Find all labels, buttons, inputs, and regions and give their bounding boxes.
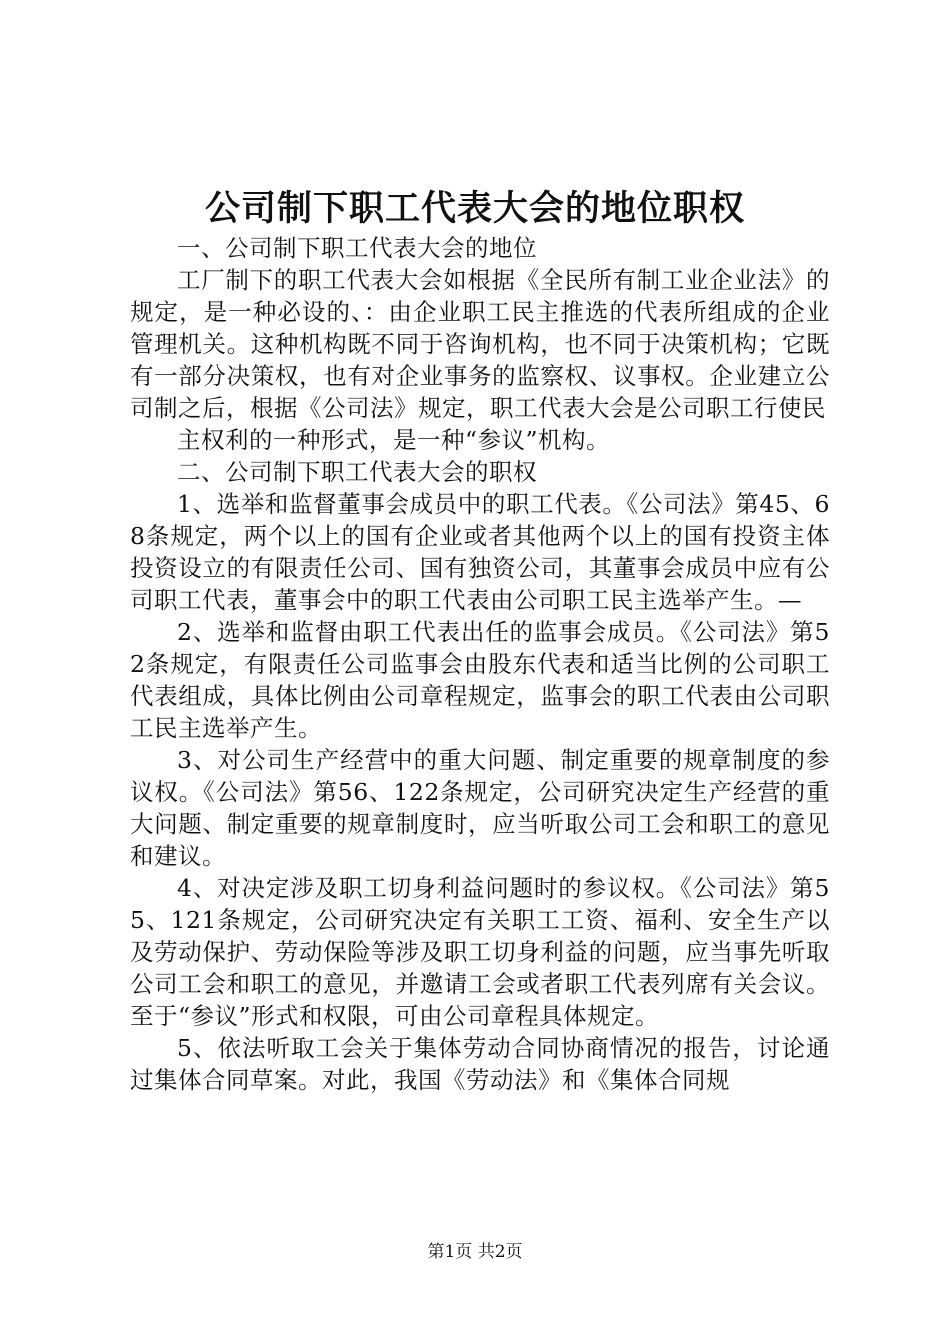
page-number: 第1页 共2页	[427, 1242, 523, 1262]
section-heading-powers: 二、公司制下职工代表大会的职权	[177, 458, 537, 486]
paragraph: 2、选举和监督由职工代表出任的监事会成员。《公司法》第52条规定，有限责任公司监事会由股东代表和适当比例的公司职工代表组成，具体比例由公司章程规定，监事会的职工代表由公司职工民主选举产生。	[130, 618, 830, 742]
paragraph: 主权利的一种形式，是一种“参议”机构。	[177, 426, 611, 454]
paragraph: 5、依法听取工会关于集体劳动合同协商情况的报告，讨论通过集体合同草案。对此，我国《劳动法》和《集体合同规	[130, 1034, 830, 1094]
document-body	[130, 232, 830, 1096]
paragraph: 1、选举和监督董事会成员中的职工代表。《公司法》第45、68条规定，两个以上的国有企业或者其他两个以上的国有投资主体投资设立的有限责任公司、国有独资公司，其董事会成员中应有公司职工代表，董事会中的职工代表由公司职工民主选举产生。—	[130, 490, 830, 614]
paragraph: 4、对决定涉及职工切身利益问题时的参议权。《公司法》第55、121条规定，公司研究决定有关职工工资、福利、安全生产以及劳动保护、劳动保险等涉及职工切身利益的问题，应当事先听取公司工会和职工的意见，并邀请工会或者职工代表列席有关会议。至于“参议”形式和权限，可由公司章程具体规定。	[130, 874, 830, 1030]
document-title: 公司制下职工代表大会的地位职权	[204, 188, 745, 229]
paragraph: 3、对公司生产经营中的重大问题、制定重要的规章制度的参议权。《公司法》第56、122条规定，公司研究决定生产经营的重大问题、制定重要的规章制度时，应当听取公司工会和职工的意见和建议。	[130, 746, 830, 870]
section-heading-position: 一、公司制下职工代表大会的地位	[177, 234, 537, 262]
paragraph: 工厂制下的职工代表大会如根据《全民所有制工业企业法》的规定，是一种必设的、：由企业职工民主推选的代表所组成的企业管理机关。这种机构既不同于咨询机构，也不同于决策机构；它既有一部分决策权，也有对企业事务的监察权、议事权。企业建立公司制之后，根据《公司法》规定，职工代表大会是公司职工行使民	[130, 266, 830, 422]
